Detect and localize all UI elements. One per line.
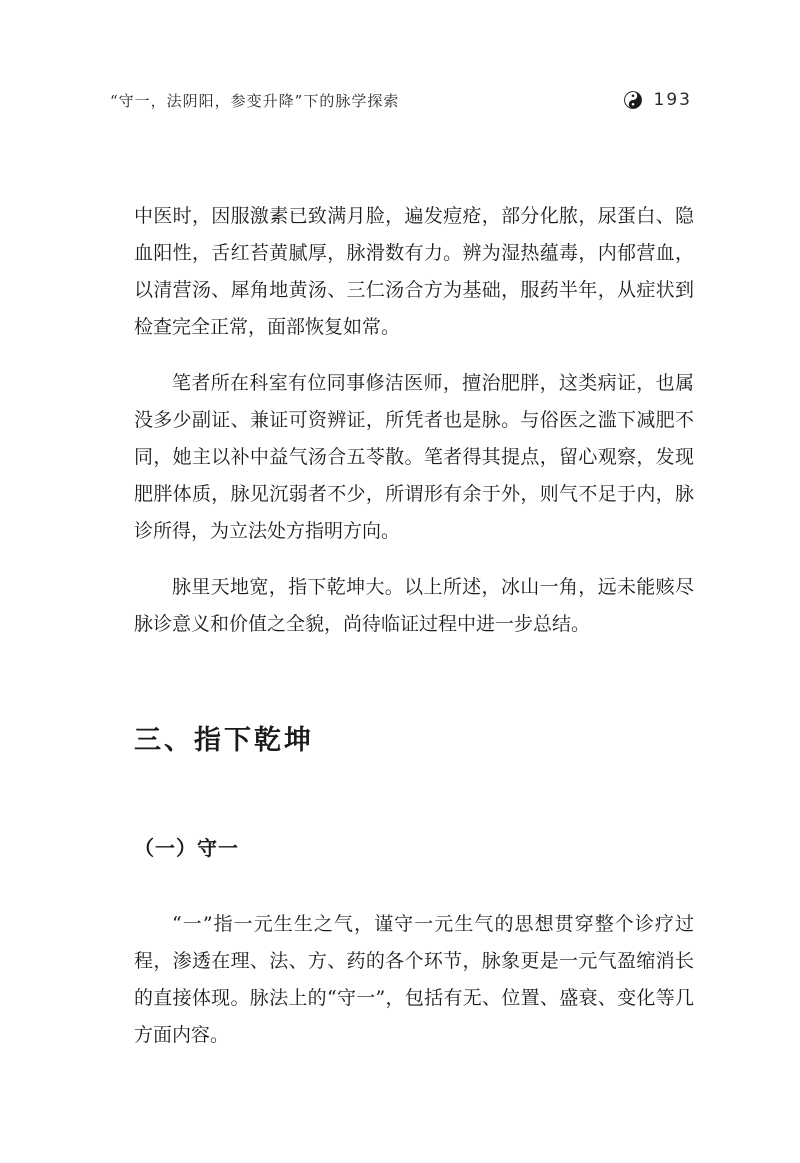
paragraph-colleague: 笔者所在科室有位同事修洁医师，擅治肥胖，这类病证，也属没多少副证、兼证可资辨证，所凭者也是脉。与俗医之滥下减肥不同，她主以补中益气汤合五苓散。笔者得其提点，留心观察，发现肥胖体质，脉见沉弱者不少，所谓形有余于外，则气不足于内，脉诊所得，为立法处方指明方向。 bbox=[134, 372, 694, 542]
paragraph-summary: 脉里天地宽，指下乾坤大。以上所述，冰山一角，远未能赅尽脉诊意义和价值之全貌，尚待临证过程中进一步总结。 bbox=[134, 576, 694, 635]
paragraph-continuation: 中医时，因服激素已致满月脸，遍发痘疮，部分化脓，尿蛋白、隐血阳性，舌红苔黄腻厚，脉滑数有力。辨为湿热蕴毒，内郁营血，以清营汤、犀角地黄汤、三仁汤合方为基础，服药半年，从症状到检查完全正常，面部恢复如常。 bbox=[134, 205, 694, 338]
running-header bbox=[110, 86, 692, 114]
page-number: 193 bbox=[653, 90, 692, 110]
section-heading: 三、指下乾坤 bbox=[134, 725, 314, 756]
running-header-title: “守一，法阴阳，参变升降”下的脉学探索 bbox=[110, 91, 400, 110]
paragraph-shouyi: “一”指一元生生之气，谨守一元生气的思想贯穿整个诊疗过程，渗透在理、法、方、药的各个环节，脉象更是一元气盈缩消长的直接体现。脉法上的“守一”，包括有无、位置、盛衰、变化等几方面内容。 bbox=[134, 913, 694, 1046]
header-right bbox=[624, 90, 692, 110]
taiji-icon bbox=[624, 91, 642, 109]
subsection-heading: （一）守一 bbox=[134, 836, 239, 860]
